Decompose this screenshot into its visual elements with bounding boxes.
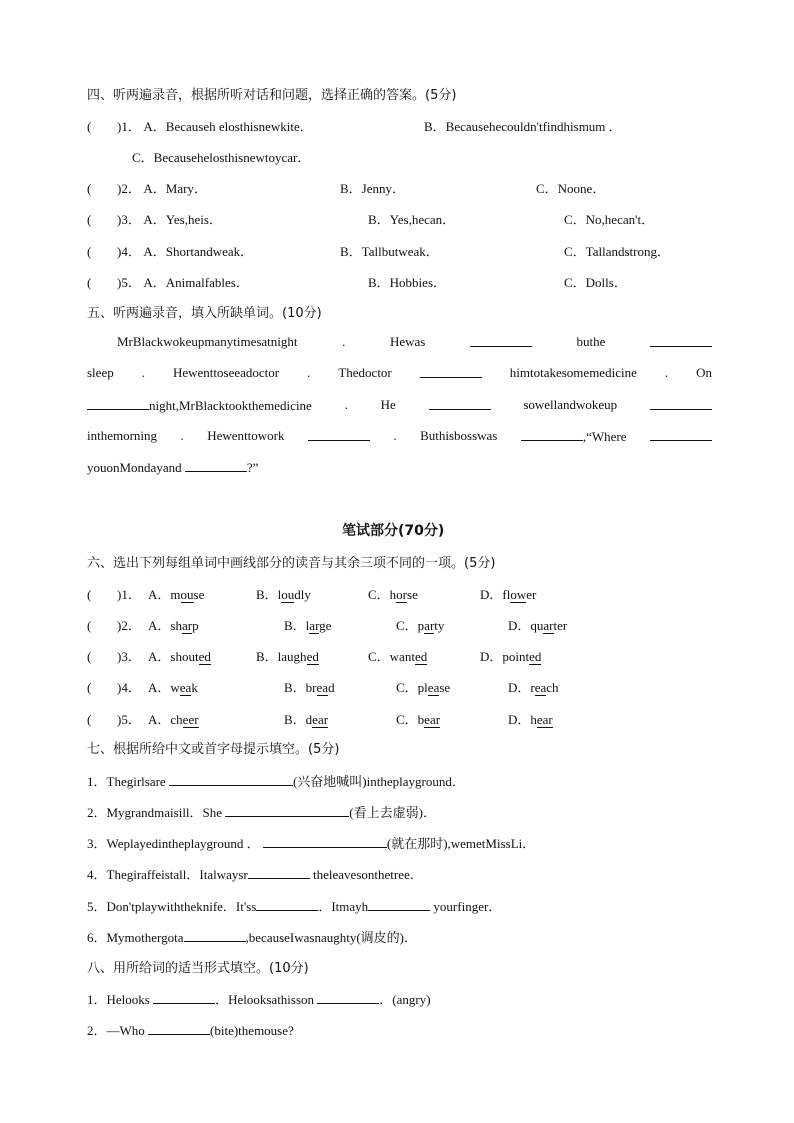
blank[interactable] — [420, 365, 482, 378]
underlined-letters: ed — [306, 649, 319, 664]
blank[interactable] — [317, 991, 379, 1004]
option: C．wanted — [368, 649, 428, 664]
question-4-5-b: B．Hobbies． — [368, 275, 447, 290]
question-4-2: ( )2． A．Mary． — [87, 181, 207, 196]
written-part-title: 笔试部分(70分) — [342, 523, 445, 539]
option: D．quarter — [508, 618, 568, 633]
underlined-letters: ou — [281, 587, 295, 602]
option: D．flower — [480, 587, 537, 602]
question-4-2-b: B．Jenny． — [340, 181, 406, 196]
blank[interactable] — [153, 991, 215, 1004]
option: A．mouse — [148, 587, 205, 602]
underlined-letters: or — [396, 587, 408, 602]
blank[interactable] — [368, 898, 430, 911]
blank[interactable] — [148, 1022, 210, 1035]
option: D．hear — [508, 712, 553, 727]
underlined-letters: ar — [309, 618, 320, 633]
blank[interactable] — [650, 334, 712, 347]
section-6-title: 六、选出下列每组单词中画线部分的读音与其余三项不同的一项。(5分) — [87, 556, 496, 571]
underlined-letters: ou — [180, 587, 194, 602]
cloze-line-5: youonMondayand ?” — [87, 460, 259, 475]
question-4-3-c: C．No,hecan't． — [564, 212, 655, 227]
underlined-letters: ear — [312, 712, 329, 727]
option: D．pointed — [480, 649, 542, 664]
underlined-letters: ow — [510, 587, 527, 602]
fill-7-1: 1．Thegirlsare (兴奋地喊叫)intheplayground． — [87, 774, 465, 789]
section-4-title: 四、听两遍录音，根据所听对话和问题，选择正确的答案。(5分) — [87, 88, 457, 103]
option: B．dear — [284, 712, 329, 727]
option: D．reach — [508, 680, 559, 695]
option: B．laughed — [256, 649, 319, 664]
option: C．party — [396, 618, 445, 633]
option: B．loudly — [256, 587, 311, 602]
underlined-letters: ea — [179, 680, 192, 695]
underlined-letters: ear — [424, 712, 441, 727]
question-4-3-b: B．Yes,hecan． — [368, 212, 456, 227]
question-4-4: ( )4． A．Shortandweak． — [87, 244, 254, 259]
section-8-title: 八、用所给词的适当形式填空。(10分) — [87, 961, 309, 976]
question-6-3: ( )3． — [87, 649, 141, 664]
question-6-2: ( )2． — [87, 618, 141, 633]
fill-7-5: 5．Don'tplaywiththeknife．It'ss ．Itmayh yourfinger． — [87, 899, 502, 914]
section-5-title: 五、听两遍录音，填入所缺单词。(10分) — [87, 306, 322, 321]
question-4-1-c: C．Becausehelosthisnewtoycar． — [132, 150, 311, 165]
blank[interactable] — [650, 397, 712, 410]
option: C．horse — [368, 587, 418, 602]
question-4-1: ( )1． A．Becauseh elosthisnewkite． — [87, 119, 313, 134]
fill-7-4: 4．Thegiraffeistall．Italwaysr theleavesonthetree． — [87, 867, 423, 882]
blank[interactable] — [225, 804, 349, 817]
fill-8-1: 1．Helooks ．Helooksathisson ．(angry) — [87, 992, 431, 1007]
question-4-2-c: C．Noone． — [536, 181, 606, 196]
underlined-letters: ea — [316, 680, 329, 695]
fill-7-6: 6．Mymothergota ,becauseIwasnaughty(调皮的)． — [87, 930, 418, 945]
option: A．sharp — [148, 618, 199, 633]
underlined-letters: ar — [181, 618, 193, 633]
option: A．cheer — [148, 712, 199, 727]
cloze-line-4: inthemorning . Hewenttowork . Buthisbosswas ,“Where — [87, 428, 712, 445]
blank[interactable] — [184, 929, 246, 942]
option: B．bread — [284, 680, 335, 695]
blank[interactable] — [521, 428, 583, 441]
blank[interactable] — [87, 397, 149, 410]
option: A．weak — [148, 680, 198, 695]
blank[interactable] — [308, 428, 370, 441]
question-6-5: ( )5． — [87, 712, 141, 727]
section-7-title: 七、根据所给中文或首字母提示填空。(5分) — [87, 742, 340, 757]
question-4-1-b: B．Becausehecouldn'tfindhismum ． — [424, 119, 622, 134]
question-4-3: ( )3． A．Yes,heis． — [87, 212, 222, 227]
underlined-letters: ear — [536, 712, 553, 727]
underlined-letters: ar — [543, 618, 554, 633]
question-6-4: ( )4． — [87, 680, 141, 695]
question-4-5: ( )5． A．Animalfables． — [87, 275, 249, 290]
blank[interactable] — [248, 866, 310, 879]
fill-8-2: 2．—Who (bite)themouse? — [87, 1023, 294, 1038]
blank[interactable] — [263, 835, 387, 848]
option: A．shouted — [148, 649, 211, 664]
cloze-line-2: sleep . Hewenttoseeadoctor . Thedoctor himtotakesomemedicine . On — [87, 365, 712, 380]
cloze-line-1: MrBlackwokeupmanytimesatnight . Hewas buthe — [117, 334, 712, 350]
question-6-1: ( )1． — [87, 587, 141, 602]
blank[interactable] — [256, 898, 318, 911]
cloze-line-3: night,MrBlacktookthemedicine . He sowellandwokeup — [87, 397, 712, 414]
fill-7-3: 3．Weplayedintheplayground ． (就在那时),wemetMissLi． — [87, 836, 536, 851]
blank[interactable] — [470, 334, 532, 347]
blank[interactable] — [169, 773, 293, 786]
underlined-letters: ed — [529, 649, 542, 664]
question-4-5-c: C．Dolls． — [564, 275, 627, 290]
underlined-letters: ed — [198, 649, 211, 664]
option: C．please — [396, 680, 451, 695]
underlined-letters: ea — [427, 680, 440, 695]
option: C．bear — [396, 712, 441, 727]
underlined-letters: ar — [424, 618, 435, 633]
blank[interactable] — [650, 428, 712, 441]
option: B．large — [284, 618, 332, 633]
underlined-letters: ed — [414, 649, 428, 664]
question-4-4-c: C．Tallandstrong． — [564, 244, 670, 259]
underlined-letters: eer — [182, 712, 199, 727]
underlined-letters: ea — [534, 680, 547, 695]
blank[interactable] — [185, 459, 247, 472]
question-4-4-b: B．Tallbutweak． — [340, 244, 439, 259]
blank[interactable] — [429, 397, 491, 410]
fill-7-2: 2．Mygrandmaisill．She (看上去虚弱)． — [87, 805, 436, 820]
